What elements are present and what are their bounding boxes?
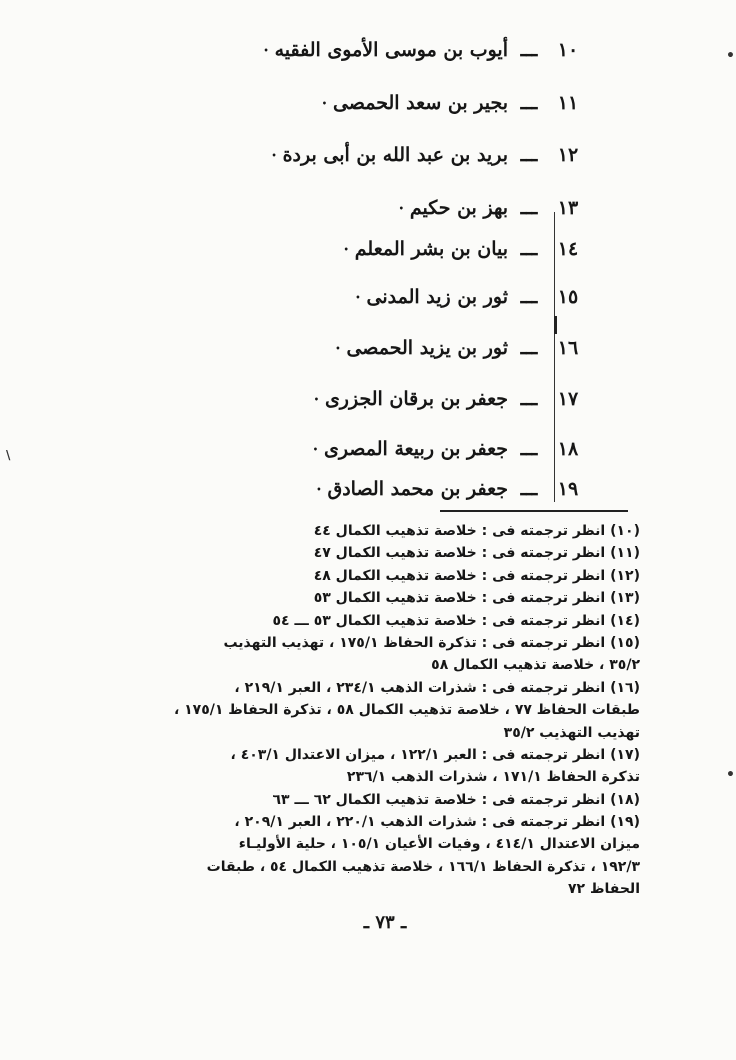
narrator-entry: [335, 328, 586, 368]
bullet-icon: •: [263, 45, 269, 55]
footnote-line: الحفاظ ٧٢: [568, 881, 640, 898]
edge-mark: \: [6, 448, 11, 462]
bullet-icon: •: [335, 343, 341, 353]
entry-number: ١١: [557, 92, 579, 114]
entry-number: ١٥: [557, 286, 579, 308]
bullet-icon: •: [312, 444, 318, 454]
footnote-line: ٣٥/٢ ، خلاصة تذهيب الكمال ٥٨: [431, 657, 640, 674]
narrator-entry: [271, 135, 586, 175]
footnote-line: (١٤) انظر ترجمته فى : خلاصة تذهيب الكمال ٥٣ ـــ ٥٤: [272, 612, 640, 629]
entry-dash: ـــ: [520, 388, 538, 410]
edge-mark: •: [726, 48, 735, 64]
entry-name: بيان بن بشر المعلم: [354, 238, 508, 260]
footnote-line: (١٣) انظر ترجمته فى : خلاصة تذهيب الكمال ٥٣: [313, 590, 640, 607]
entry-number: ١٢: [557, 144, 579, 166]
bullet-icon: •: [398, 203, 404, 213]
entry-number: ١٩: [557, 478, 579, 500]
bullet-icon: •: [271, 150, 277, 160]
narrator-entry: [355, 277, 586, 317]
bullet-icon: •: [343, 244, 349, 254]
entry-dash: ـــ: [520, 144, 538, 166]
narrator-entry: [399, 188, 586, 228]
footnote-rule: [440, 510, 628, 512]
entry-name: ثور بن زيد المدنى: [366, 286, 508, 308]
entry-name: بهز بن حكيم: [409, 197, 508, 219]
entry-dash: ـــ: [520, 337, 538, 359]
entry-number: ١٨: [557, 438, 579, 460]
footnote-line: تهذيب التهذيب ٣٥/٢: [503, 724, 640, 741]
entry-name: أيوب بن موسى الأموى الفقيه: [274, 39, 508, 61]
entry-dash: ـــ: [520, 438, 538, 460]
footnote-line: (١٨) انظر ترجمته فى : خلاصة تذهيب الكمال ٦٢ ـــ ٦٣: [272, 791, 640, 808]
entry-name: بجير بن سعد الحمصى: [332, 92, 508, 114]
entry-name: جعفر بن ربيعة المصرى: [323, 438, 508, 460]
narrator-entry: [313, 429, 586, 469]
footnote-line: (١٧) انظر ترجمته فى : العبر ١٢٢/١ ، ميزان الاعتدال ٤٠٣/١ ،: [230, 746, 640, 763]
bullet-icon: •: [321, 98, 327, 108]
entry-name: جعفر بن محمد الصادق: [327, 478, 508, 500]
bullet-icon: •: [313, 394, 319, 404]
footnotes: [80, 520, 640, 901]
entry-name: بريد بن عبد الله بن أبى بردة: [282, 144, 508, 166]
entry-name: ثور بن يزيد الحمصى: [346, 337, 508, 359]
narrator-entry: [322, 83, 586, 123]
footnote-line: ١٩٢/٣ ، تذكرة الحفاظ ١٦٦/١ ، خلاصة تذهيب الكمال ٥٤ ، طبقات: [206, 858, 640, 875]
margin-tick: [554, 316, 557, 334]
footnote-line: (١٢) انظر ترجمته فى : خلاصة تذهيب الكمال ٤٨: [313, 567, 640, 584]
entry-dash: ـــ: [520, 478, 538, 500]
edge-mark: •: [726, 767, 735, 783]
footnote-line: (١٥) انظر ترجمته فى : تذكرة الحفاظ ١٧٥/١ ، تهذيب التهذيب: [223, 634, 640, 651]
entry-dash: ـــ: [520, 286, 538, 308]
narrator-entry: [263, 30, 586, 70]
entry-number: ١٧: [557, 388, 579, 410]
footnote-line: طبقات الحفاظ ٧٧ ، خلاصة تذهيب الكمال ٥٨ ، تذكرة الحفاظ ١٧٥/١ ،: [173, 702, 640, 719]
entry-number: ١٠: [557, 39, 579, 61]
narrator-entry: [314, 379, 586, 419]
entry-number: ١٤: [557, 238, 579, 260]
entry-dash: ـــ: [520, 39, 538, 61]
footnote-line: (١١) انظر ترجمته فى : خلاصة تذهيب الكمال ٤٧: [313, 545, 640, 562]
footnote-line: ميزان الاعتدال ٤١٤/١ ، وفيات الأعيان ١٠٥/١ ، حلية الأوليـاء: [238, 836, 640, 853]
bullet-icon: •: [355, 292, 361, 302]
entry-dash: ـــ: [520, 197, 538, 219]
footnote-line: (١٦) انظر ترجمته فى : شذرات الذهب ٢٣٤/١ ، العبر ٢١٩/١ ،: [234, 679, 640, 696]
entry-number: ١٣: [557, 197, 579, 219]
entry-name: جعفر بن برقان الجزرى: [324, 388, 508, 410]
footnote-line: (١٠) انظر ترجمته فى : خلاصة تذهيب الكمال ٤٤: [313, 523, 640, 539]
page-number: ـ ٧٣ ـ: [363, 912, 407, 933]
entry-dash: ـــ: [520, 238, 538, 260]
narrator-entry: [344, 229, 586, 269]
bullet-icon: •: [316, 484, 322, 494]
narrator-entry: [316, 469, 586, 509]
footnote-line: (١٩) انظر ترجمته فى : شذرات الذهب ٢٢٠/١ ، العبر ٢٠٩/١ ،: [234, 814, 640, 831]
entry-number: ١٦: [557, 337, 579, 359]
margin-line: [554, 212, 555, 502]
footnote-line: تذكرة الحفاظ ١٧١/١ ، شذرات الذهب ٢٣٦/١: [346, 769, 640, 786]
entry-dash: ـــ: [520, 92, 538, 114]
